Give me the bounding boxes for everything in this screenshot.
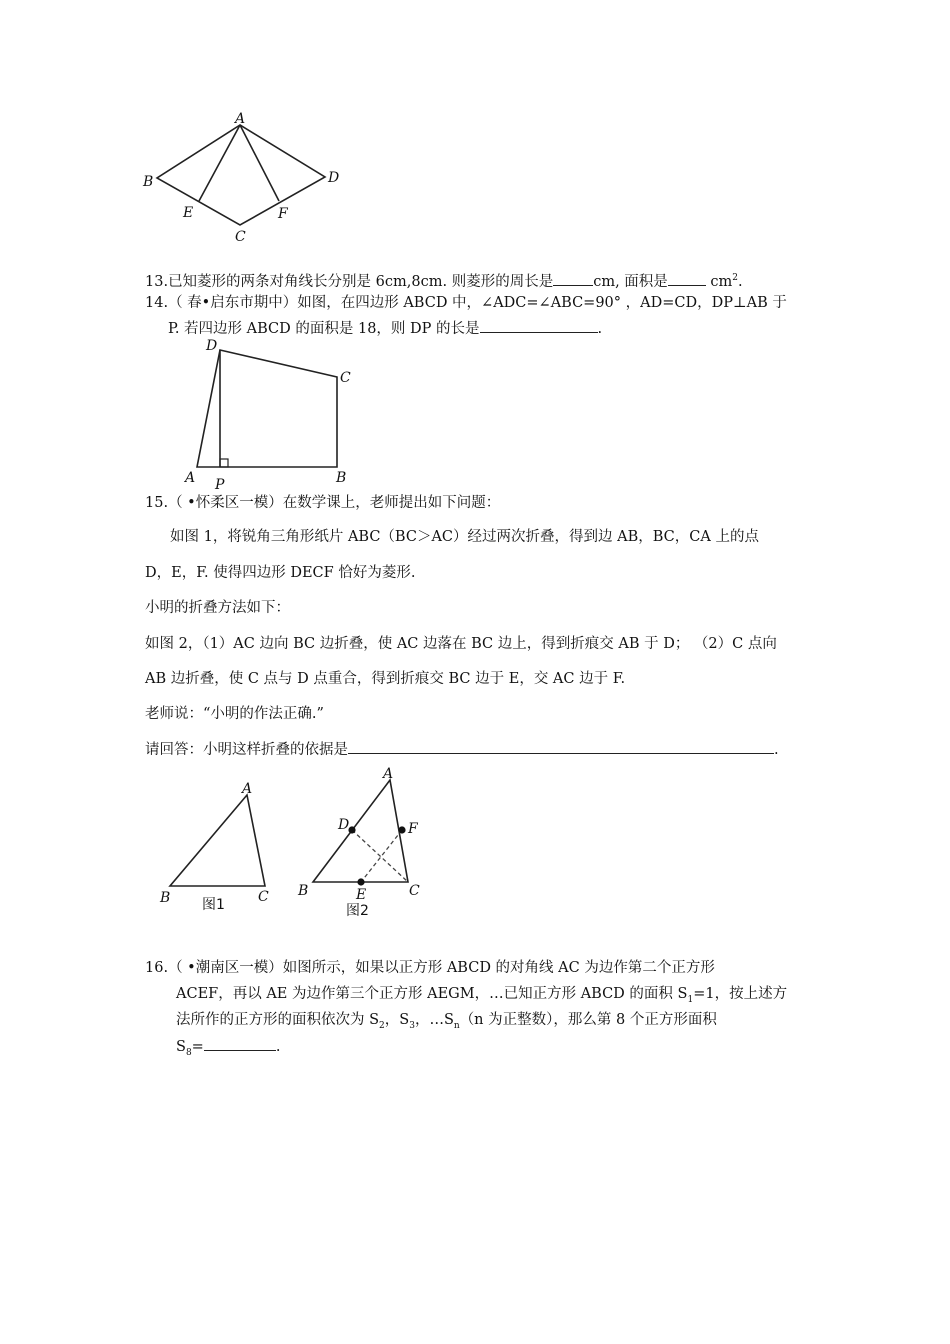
label-a: A xyxy=(235,111,246,127)
label-b: B xyxy=(336,470,347,486)
question-16-line3 xyxy=(176,1010,717,1036)
q15-end: . xyxy=(774,742,779,758)
q16-s8-sub: 8 xyxy=(185,1047,192,1058)
q15-line8: 请回答：小明这样折叠的依据是 xyxy=(145,742,348,758)
label-e: E xyxy=(183,205,194,221)
label-d: D xyxy=(328,170,340,186)
q15-line1: （ •怀柔区一模）在数学课上，老师提出如下问题： xyxy=(168,495,501,511)
label-c: C xyxy=(235,229,246,245)
label-f: F xyxy=(278,206,288,222)
q13-end: . xyxy=(738,273,743,290)
label-c: C xyxy=(340,370,351,386)
q13-text: 已知菱形的两条对角线长分别是 6cm,8cm. 则菱形的周长是 xyxy=(168,273,554,290)
q14-line2: P. 若四边形 ABCD 的面积是 18，则 DP 的长是 xyxy=(168,321,480,337)
figure1-caption: 图1 xyxy=(202,897,225,913)
point-f xyxy=(398,826,405,833)
q16-end: . xyxy=(275,1039,281,1055)
question-16-line2 xyxy=(176,984,787,1010)
q16-line2b: =1，按上述方 xyxy=(693,986,788,1002)
q13-unit-a: cm, 面积是 xyxy=(593,273,668,290)
q15-line4: 小明的折叠方法如下： xyxy=(145,600,290,616)
q13-number: 13. xyxy=(145,273,169,290)
q14-end: . xyxy=(597,321,603,337)
q16-s2-sub: 2 xyxy=(379,1020,385,1031)
q16-line1: （ •潮南区一模）如图所示，如果以正方形 ABCD 的对角线 AC 为边作第二个正方形 xyxy=(168,960,715,976)
label-d: D xyxy=(206,338,218,354)
fig2-label-f: F xyxy=(408,821,418,837)
q16-line3b: ，S xyxy=(384,1012,410,1028)
q13-unit-b: cm xyxy=(705,273,733,290)
q14-number: 14. xyxy=(145,295,169,311)
q15-line7: 老师说：“小明的作法正确.” xyxy=(145,706,324,722)
q16-answer-blank[interactable] xyxy=(204,1036,276,1051)
fig2-label-a: A xyxy=(383,766,394,782)
q16-s1-sub: 1 xyxy=(687,994,694,1005)
q15-line5: 如图 2，（1）AC 边向 BC 边折叠，使 AC 边落在 BC 边上，得到折痕交 AB 于 D； （2）C 点向 xyxy=(145,636,777,652)
fig1-label-c: C xyxy=(258,889,269,905)
q14-line1: （ 春•启东市期中）如图，在四边形 ABCD 中，∠ADC=∠ABC=90° ，AD=CD，DP⊥AB 于 xyxy=(168,295,787,311)
q15-number: 15. xyxy=(145,495,169,511)
figure2-caption: 图2 xyxy=(346,903,369,919)
fig2-label-d: D xyxy=(338,817,350,833)
q16-number: 16. xyxy=(145,960,169,976)
q15-line3: D，E，F. 使得四边形 DECF 恰好为菱形. xyxy=(145,565,416,581)
q13-unit-sup: 2 xyxy=(732,273,739,283)
q16-line3c: ，…S xyxy=(414,1012,454,1028)
question-16-line1 xyxy=(145,958,715,978)
fig1-label-b: B xyxy=(160,890,171,906)
question-16-line4 xyxy=(176,1036,280,1063)
fig2-label-c: C xyxy=(409,883,420,899)
point-e xyxy=(357,878,364,885)
fig2-label-e: E xyxy=(356,887,367,903)
q16-line4a: S xyxy=(176,1039,186,1055)
fig2-label-b: B xyxy=(298,883,309,899)
q16-line3a: 法所作的正方形的面积依次为 S xyxy=(176,1012,380,1028)
label-a: A xyxy=(185,470,196,486)
fig1-label-a: A xyxy=(242,781,253,797)
q15-line2: 如图 1，将锐角三角形纸片 ABC（BC＞AC）经过两次折叠，得到边 AB，BC，CA 上的点 xyxy=(170,529,759,545)
q16-s3-sub: 3 xyxy=(409,1020,415,1031)
q15-line6: AB 边折叠，使 C 点与 D 点重合，得到折痕交 BC 边于 E，交 AC 边于 F. xyxy=(145,671,626,687)
q16-line4b: = xyxy=(191,1039,204,1055)
label-p: P xyxy=(215,477,225,493)
q16-line2a: ACEF，再以 AE 为边作第三个正方形 AEGM，…已知正方形 ABCD 的面积 S xyxy=(176,986,688,1002)
q16-line3d: （n 为正整数），那么第 8 个正方形面积 xyxy=(459,1012,717,1028)
q16-sn-sub: n xyxy=(453,1020,460,1031)
label-b: B xyxy=(143,174,154,190)
point-d xyxy=(348,826,355,833)
